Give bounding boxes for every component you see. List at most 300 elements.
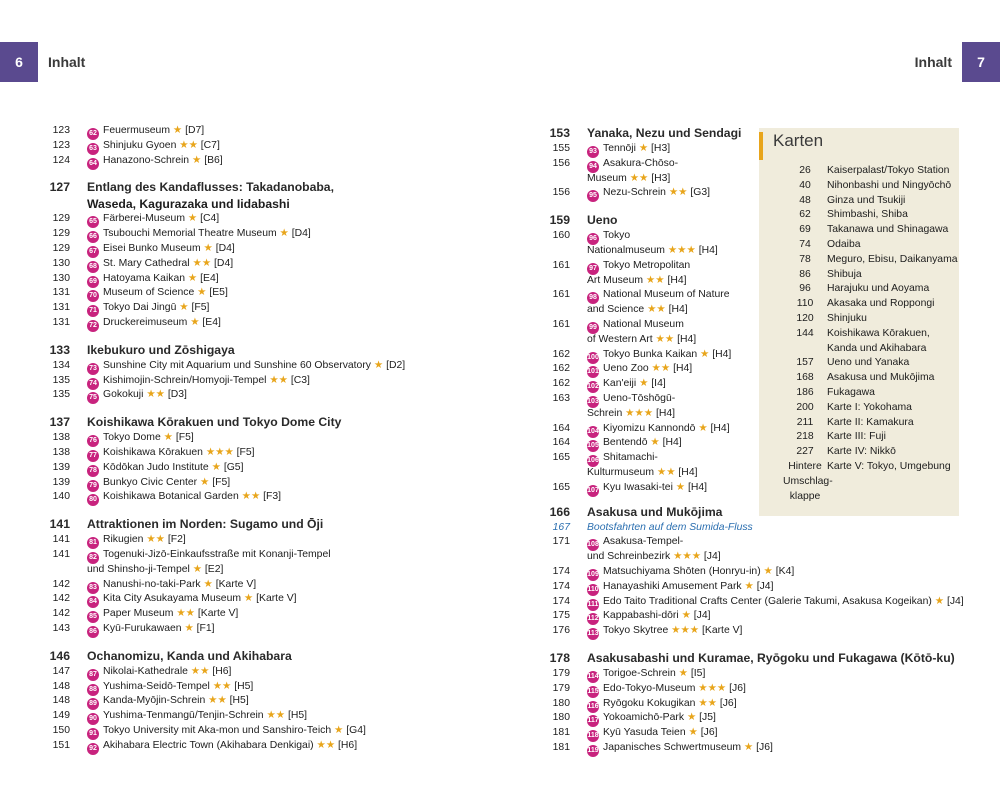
entry-page: 164 bbox=[552, 437, 570, 449]
map-ref: [F3] bbox=[263, 491, 282, 503]
karten-row bbox=[783, 312, 957, 327]
karten-page: 120 bbox=[796, 313, 814, 324]
toc-entry bbox=[48, 607, 468, 622]
toc-entry bbox=[48, 124, 468, 139]
rating-stars: ★ bbox=[203, 578, 213, 590]
toc-entry bbox=[48, 446, 468, 461]
map-ref: [G4] bbox=[346, 724, 366, 736]
entry-page: 156 bbox=[552, 187, 570, 199]
entry-title: Kyū-Furukawaen bbox=[103, 622, 182, 634]
map-ref: [C4] bbox=[200, 213, 220, 225]
toc-entry bbox=[48, 680, 468, 695]
karten-page: Hintere bbox=[788, 461, 822, 472]
toc-entry bbox=[48, 490, 468, 505]
toc-entry bbox=[48, 548, 468, 563]
section-heading bbox=[48, 178, 468, 196]
entry-title: Koishikawa Botanical Garden bbox=[103, 491, 239, 503]
sight-number-badge: 109 bbox=[587, 569, 599, 581]
section-page: 133 bbox=[49, 342, 70, 357]
karten-name: Kanda und Akihabara bbox=[827, 342, 927, 354]
rating-stars: ★ bbox=[279, 228, 289, 240]
sight-number-badge: 85 bbox=[87, 611, 99, 623]
rating-stars: ★ bbox=[681, 610, 691, 622]
entry-title: Tokyo Skytree bbox=[603, 625, 669, 637]
entry-page: 179 bbox=[552, 667, 570, 679]
map-ref: [H6] bbox=[212, 665, 232, 677]
rating-stars: ★ bbox=[686, 712, 697, 724]
toc-entry bbox=[548, 535, 968, 550]
entry-text bbox=[587, 697, 737, 713]
entry-title: Tokyo Metropolitan bbox=[603, 259, 691, 271]
karten-name: Kaiserpalast/Tokyo Station bbox=[827, 165, 950, 176]
karten-name: Nihonbashi und Ningyōchō bbox=[827, 179, 952, 191]
section-page: 166 bbox=[549, 504, 570, 519]
entry-page: 129 bbox=[52, 213, 70, 225]
map-ref: [H4] bbox=[687, 481, 708, 493]
entry-title: Museum bbox=[587, 172, 627, 184]
rating-stars: ★★ bbox=[651, 363, 671, 375]
entry-text bbox=[87, 563, 223, 578]
section-gap bbox=[48, 505, 468, 515]
entry-text bbox=[587, 624, 742, 640]
entry-title: Gokokuji bbox=[103, 389, 144, 401]
karten-name: Akasaka und Roppongi bbox=[827, 298, 935, 310]
entry-text bbox=[87, 388, 187, 404]
entry-title: Matsuchiyama Shōten (Honryu-in) bbox=[603, 565, 761, 577]
entry-title: Druckereimuseum bbox=[103, 316, 188, 328]
entry-page: 149 bbox=[52, 710, 70, 722]
karten-page: 62 bbox=[799, 209, 811, 221]
toc-entry-cont bbox=[48, 563, 468, 578]
entry-page: 135 bbox=[52, 374, 70, 386]
map-ref: [H4] bbox=[662, 437, 682, 449]
karten-row bbox=[783, 268, 957, 283]
entry-page: 163 bbox=[552, 392, 570, 404]
entry-text bbox=[587, 711, 716, 727]
entry-text bbox=[87, 286, 228, 302]
entry-text bbox=[87, 359, 405, 375]
sight-number-badge: 117 bbox=[587, 715, 599, 727]
toc-entry bbox=[48, 694, 468, 709]
toc-entry bbox=[548, 565, 968, 580]
map-ref: [J6] bbox=[719, 697, 737, 709]
left-page-tab bbox=[0, 42, 86, 82]
toc-entry bbox=[48, 622, 468, 637]
sight-number-badge: 66 bbox=[87, 231, 99, 243]
rating-stars: ★ bbox=[184, 622, 194, 634]
section-title: Yanaka, Nezu und Sendagi bbox=[587, 126, 742, 140]
entry-title: Tennōji bbox=[603, 143, 636, 154]
karten-page: 168 bbox=[796, 372, 814, 384]
map-ref: [J6] bbox=[756, 741, 773, 753]
map-ref: [J4] bbox=[693, 610, 711, 622]
entry-page: 181 bbox=[552, 727, 570, 739]
karten-page: 200 bbox=[796, 401, 814, 413]
sight-number-badge: 86 bbox=[87, 626, 99, 638]
section-page: 178 bbox=[549, 650, 570, 665]
sight-number-badge: 63 bbox=[87, 143, 99, 155]
map-ref: [J4] bbox=[946, 595, 964, 607]
section-page: 137 bbox=[49, 415, 70, 430]
entry-page: 124 bbox=[52, 154, 70, 166]
rating-stars: ★★★ bbox=[671, 625, 700, 637]
toc-entry bbox=[48, 359, 468, 374]
map-ref: [F5] bbox=[236, 446, 255, 458]
entry-text bbox=[87, 680, 253, 696]
entry-title: National Museum bbox=[603, 318, 684, 330]
map-ref: [H5] bbox=[234, 680, 254, 692]
sight-number-badge: 65 bbox=[87, 216, 99, 228]
entry-title: Kan'eiji bbox=[603, 378, 637, 390]
map-ref: [J6] bbox=[729, 682, 746, 694]
entry-text bbox=[587, 741, 773, 757]
entry-page: 175 bbox=[552, 610, 570, 622]
section-gap bbox=[48, 168, 468, 178]
sight-number-badge: 96 bbox=[587, 233, 599, 245]
entry-title: Asakura-Chōso- bbox=[603, 157, 679, 169]
entry-text bbox=[87, 607, 238, 623]
sight-number-badge: 112 bbox=[587, 613, 599, 625]
entry-title: Färberei-Museum bbox=[103, 213, 185, 225]
entry-title: Kyū Yasuda Teien bbox=[603, 727, 686, 739]
toc-entry bbox=[48, 476, 468, 491]
entry-title: Japanisches Schwertmuseum bbox=[603, 741, 742, 753]
entry-title: Art Museum bbox=[587, 274, 644, 286]
rating-stars: ★★ bbox=[269, 374, 288, 386]
karten-page: 40 bbox=[799, 179, 811, 191]
rating-stars: ★★ bbox=[647, 304, 666, 316]
map-ref: [Karte V] bbox=[256, 593, 297, 605]
map-ref: [H6] bbox=[338, 739, 358, 751]
sight-number-badge: 99 bbox=[587, 322, 599, 334]
karten-name: Karte IV: Nikkō bbox=[827, 446, 896, 458]
entry-title: Kyu Iwasaki-tei bbox=[603, 481, 673, 493]
entry-text bbox=[587, 377, 666, 393]
sight-number-badge: 111 bbox=[587, 599, 599, 611]
rating-stars: ★ bbox=[763, 565, 773, 577]
map-ref: [H4] bbox=[678, 466, 698, 478]
rating-stars: ★★ bbox=[212, 680, 232, 692]
map-ref: [D4] bbox=[214, 257, 234, 269]
rating-stars: ★ bbox=[187, 272, 198, 284]
rating-stars: ★ bbox=[688, 727, 698, 739]
entry-page: 147 bbox=[52, 665, 70, 677]
entry-page: 156 bbox=[552, 157, 570, 169]
map-ref: [C7] bbox=[200, 139, 220, 151]
rating-stars: ★ bbox=[698, 422, 708, 434]
rating-stars: ★★ bbox=[208, 695, 227, 707]
entry-text bbox=[587, 288, 729, 304]
entry-text bbox=[587, 186, 710, 202]
entry-text bbox=[587, 303, 688, 318]
entry-title: Tokyo Dai Jingū bbox=[103, 302, 177, 314]
entry-text bbox=[87, 548, 331, 564]
toc-entry bbox=[548, 711, 968, 726]
sight-number-badge: 73 bbox=[87, 363, 99, 375]
rating-stars: ★★★ bbox=[698, 682, 727, 694]
map-ref: [J4] bbox=[703, 551, 721, 563]
sight-number-badge: 79 bbox=[87, 480, 99, 492]
entry-page: 139 bbox=[52, 476, 70, 488]
sight-number-badge: 100 bbox=[587, 352, 599, 364]
entry-title: Togenuki-Jizō-Einkaufsstraße mit Konanji-Tempel bbox=[103, 548, 331, 560]
entry-page: 180 bbox=[552, 712, 570, 724]
toc-entry bbox=[548, 595, 968, 610]
toc-entry bbox=[548, 741, 968, 756]
entry-title: Yushima-Tenmangū/Tenjin-Schrein bbox=[103, 710, 264, 722]
karten-name: Shibuja bbox=[827, 268, 862, 280]
map-ref: [H4] bbox=[710, 422, 730, 434]
entry-text bbox=[587, 535, 683, 551]
entry-page: 138 bbox=[52, 432, 70, 444]
entry-text bbox=[587, 451, 658, 467]
rating-stars: ★ bbox=[179, 302, 189, 314]
entry-page: 174 bbox=[552, 580, 570, 592]
sight-number-badge: 116 bbox=[587, 701, 599, 713]
sight-number-badge: 70 bbox=[87, 290, 99, 302]
karten-page: 144 bbox=[796, 327, 814, 339]
entry-text bbox=[87, 124, 204, 140]
section-title: Asakusa und Mukōjima bbox=[587, 504, 723, 519]
sight-number-badge: 115 bbox=[587, 686, 599, 698]
entry-title: Nationalmuseum bbox=[587, 244, 665, 256]
entry-page: 164 bbox=[552, 422, 570, 434]
karten-row bbox=[783, 371, 957, 386]
entry-title: Museum of Science bbox=[103, 287, 195, 299]
rating-stars: ★ bbox=[743, 741, 754, 753]
rating-stars: ★ bbox=[187, 213, 198, 225]
entry-text bbox=[87, 139, 220, 155]
entry-text bbox=[87, 490, 281, 506]
entry-text bbox=[87, 461, 243, 477]
entry-title: Shitamachi- bbox=[603, 452, 658, 464]
karten-page: 211 bbox=[796, 416, 814, 428]
section-title: Ikebukuro und Zōshigaya bbox=[87, 342, 235, 357]
map-ref: [C3] bbox=[290, 374, 310, 386]
map-ref: [Karte V] bbox=[197, 608, 239, 620]
entry-page: 171 bbox=[552, 536, 570, 548]
rating-stars: ★★★ bbox=[667, 244, 696, 256]
entry-page: 155 bbox=[552, 143, 570, 154]
entry-title: Ueno-Tōshōgū- bbox=[603, 392, 676, 404]
entry-title: Kita City Asukayama Museum bbox=[103, 593, 242, 605]
entry-page: 130 bbox=[52, 257, 70, 269]
entry-page: 142 bbox=[52, 578, 70, 590]
karten-page: klappe bbox=[789, 490, 821, 502]
entry-title: Ryōgoku Kokugikan bbox=[603, 697, 696, 709]
rating-stars: ★ bbox=[744, 580, 754, 592]
sight-number-badge: 74 bbox=[87, 378, 99, 390]
map-ref: [H4] bbox=[667, 274, 687, 286]
rating-stars: ★ bbox=[200, 476, 210, 488]
section-gap bbox=[548, 639, 968, 649]
rating-stars: ★ bbox=[192, 563, 203, 575]
entry-page: 134 bbox=[52, 359, 70, 371]
rating-stars: ★★ bbox=[190, 665, 210, 677]
map-ref: [Karte V] bbox=[702, 625, 743, 637]
rating-stars: ★★ bbox=[266, 710, 286, 722]
entry-title: und Shinsho-ji-Tempel bbox=[87, 563, 190, 575]
entry-title: Torigoe-Schrein bbox=[603, 667, 676, 679]
section-heading bbox=[48, 515, 468, 533]
karten-row bbox=[783, 475, 957, 490]
sight-number-badge: 118 bbox=[587, 730, 599, 742]
toc-entry bbox=[48, 461, 468, 476]
entry-title: and Science bbox=[587, 304, 645, 316]
karten-row bbox=[783, 164, 957, 179]
section-title: Waseda, Kagurazaka und Iidabashi bbox=[87, 197, 290, 212]
map-ref: [E5] bbox=[209, 287, 228, 299]
toc-entry bbox=[48, 257, 468, 272]
toc-entry bbox=[48, 154, 468, 169]
toc-entry bbox=[48, 301, 468, 316]
karten-name: Ginza und Tsukiji bbox=[827, 194, 906, 206]
rating-stars: ★★★ bbox=[625, 407, 654, 419]
right-page-title: Inhalt bbox=[914, 54, 952, 70]
entry-title: Sunshine City mit Aquarium und Sunshine 60 Observatory bbox=[103, 359, 371, 371]
entry-text bbox=[587, 333, 696, 348]
entry-text bbox=[87, 212, 219, 228]
entry-text bbox=[587, 466, 697, 481]
rating-stars: ★ bbox=[197, 287, 207, 299]
entry-page: 165 bbox=[552, 452, 570, 464]
entry-page: 135 bbox=[52, 389, 70, 401]
entry-page: 131 bbox=[52, 287, 70, 299]
map-ref: [H4] bbox=[673, 363, 693, 375]
entry-text bbox=[87, 665, 231, 681]
entry-text bbox=[587, 392, 675, 408]
sight-number-badge: 101 bbox=[587, 366, 599, 378]
section-heading bbox=[48, 341, 468, 359]
karten-page: 96 bbox=[799, 283, 811, 295]
entry-title: Asakusa-Tempel- bbox=[603, 536, 684, 548]
sight-number-badge: 94 bbox=[587, 161, 599, 173]
karten-name: Karte III: Fuji bbox=[827, 431, 886, 443]
section-page: 159 bbox=[549, 213, 570, 228]
rating-stars: ★ bbox=[163, 432, 173, 444]
entry-text bbox=[587, 682, 746, 698]
sight-number-badge: 75 bbox=[87, 392, 99, 404]
map-ref: [F5] bbox=[191, 302, 210, 314]
entry-title: Kulturmuseum bbox=[587, 466, 654, 478]
entry-title: National Museum of Nature bbox=[603, 289, 730, 301]
map-ref: [G5] bbox=[223, 461, 244, 473]
entry-text bbox=[587, 362, 692, 378]
entry-page: 161 bbox=[552, 318, 570, 330]
sight-number-badge: 104 bbox=[587, 426, 599, 438]
sight-number-badge: 84 bbox=[87, 596, 99, 608]
entry-text bbox=[587, 407, 675, 422]
map-ref: [I5] bbox=[690, 667, 706, 679]
toc-entry bbox=[48, 388, 468, 403]
karten-row bbox=[783, 297, 957, 312]
toc-entry bbox=[548, 682, 968, 697]
entry-text bbox=[587, 667, 705, 683]
sight-number-badge: 64 bbox=[87, 158, 99, 170]
karten-row bbox=[783, 223, 957, 238]
sight-number-badge: 80 bbox=[87, 494, 99, 506]
entry-page: 151 bbox=[52, 739, 70, 751]
sight-number-badge: 88 bbox=[87, 684, 99, 696]
entry-text bbox=[587, 142, 670, 158]
sight-number-badge: 95 bbox=[587, 190, 599, 202]
entry-title: Kappabashi-dōri bbox=[603, 610, 679, 622]
entry-text bbox=[587, 318, 684, 334]
entry-page: 167 bbox=[552, 521, 570, 533]
map-ref: [D2] bbox=[386, 359, 406, 371]
rating-stars: ★★ bbox=[668, 187, 688, 199]
entry-title: Hatoyama Kaikan bbox=[103, 272, 186, 284]
sight-number-badge: 72 bbox=[87, 320, 99, 332]
rating-stars: ★ bbox=[700, 348, 710, 360]
entry-title: St. Mary Cathedral bbox=[103, 257, 190, 269]
section-page: 141 bbox=[49, 517, 70, 532]
toc-entry bbox=[48, 665, 468, 680]
map-ref: [F1] bbox=[196, 622, 215, 634]
entry-text bbox=[87, 709, 307, 725]
toc-entry bbox=[548, 609, 968, 624]
sight-number-badge: 97 bbox=[587, 263, 599, 275]
toc-entry bbox=[48, 272, 468, 287]
toc-entry-cont bbox=[548, 550, 968, 565]
section-page: 146 bbox=[49, 648, 70, 663]
entry-page: 131 bbox=[52, 302, 70, 314]
karten-page: 74 bbox=[799, 239, 811, 250]
entry-text bbox=[587, 436, 682, 452]
entry-page: 148 bbox=[52, 695, 70, 707]
entry-title: und Schreinbezirk bbox=[587, 551, 671, 563]
sight-number-badge: 107 bbox=[587, 485, 599, 497]
map-ref: [F2] bbox=[167, 534, 186, 546]
sight-number-badge: 108 bbox=[587, 539, 599, 551]
entry-text bbox=[87, 724, 366, 740]
map-ref: [D3] bbox=[167, 389, 187, 401]
entry-title: Bentendō bbox=[603, 437, 648, 449]
entry-text bbox=[87, 257, 233, 273]
entry-text bbox=[587, 172, 670, 187]
karten-row bbox=[783, 342, 957, 357]
sight-number-badge: 76 bbox=[87, 435, 99, 447]
map-ref: [J6] bbox=[700, 727, 718, 739]
entry-page: 123 bbox=[52, 139, 70, 151]
entry-page: 131 bbox=[52, 316, 70, 328]
entry-title: Tokyo Dome bbox=[103, 432, 161, 444]
rating-stars: ★ bbox=[334, 724, 344, 736]
rating-stars: ★★ bbox=[645, 274, 665, 286]
entry-title: Kishimojin-Schrein/Homyoji-Tempel bbox=[103, 374, 267, 386]
entry-page: 150 bbox=[52, 724, 70, 736]
sight-number-badge: 78 bbox=[87, 465, 99, 477]
entry-page: 180 bbox=[552, 697, 570, 709]
karten-row bbox=[783, 416, 957, 431]
sight-number-badge: 71 bbox=[87, 305, 99, 317]
sight-number-badge: 102 bbox=[587, 381, 599, 393]
rating-stars: ★ bbox=[678, 667, 688, 679]
entry-title: Bootsfahrten auf dem Sumida-Fluss bbox=[587, 521, 753, 533]
entry-title: Edo-Tokyo-Museum bbox=[603, 682, 696, 694]
sight-number-badge: 93 bbox=[587, 146, 599, 158]
entry-text bbox=[587, 726, 717, 742]
entry-title: Hanayashiki Amusement Park bbox=[603, 580, 742, 592]
entry-page: 181 bbox=[552, 741, 570, 753]
rating-stars: ★ bbox=[203, 242, 213, 254]
entry-page: 165 bbox=[552, 481, 570, 493]
toc-entry bbox=[48, 242, 468, 257]
sight-number-badge: 69 bbox=[87, 276, 99, 288]
entry-title: Eisei Bunko Museum bbox=[103, 242, 201, 254]
rating-stars: ★★ bbox=[698, 697, 717, 709]
map-ref: [F5] bbox=[175, 432, 194, 444]
